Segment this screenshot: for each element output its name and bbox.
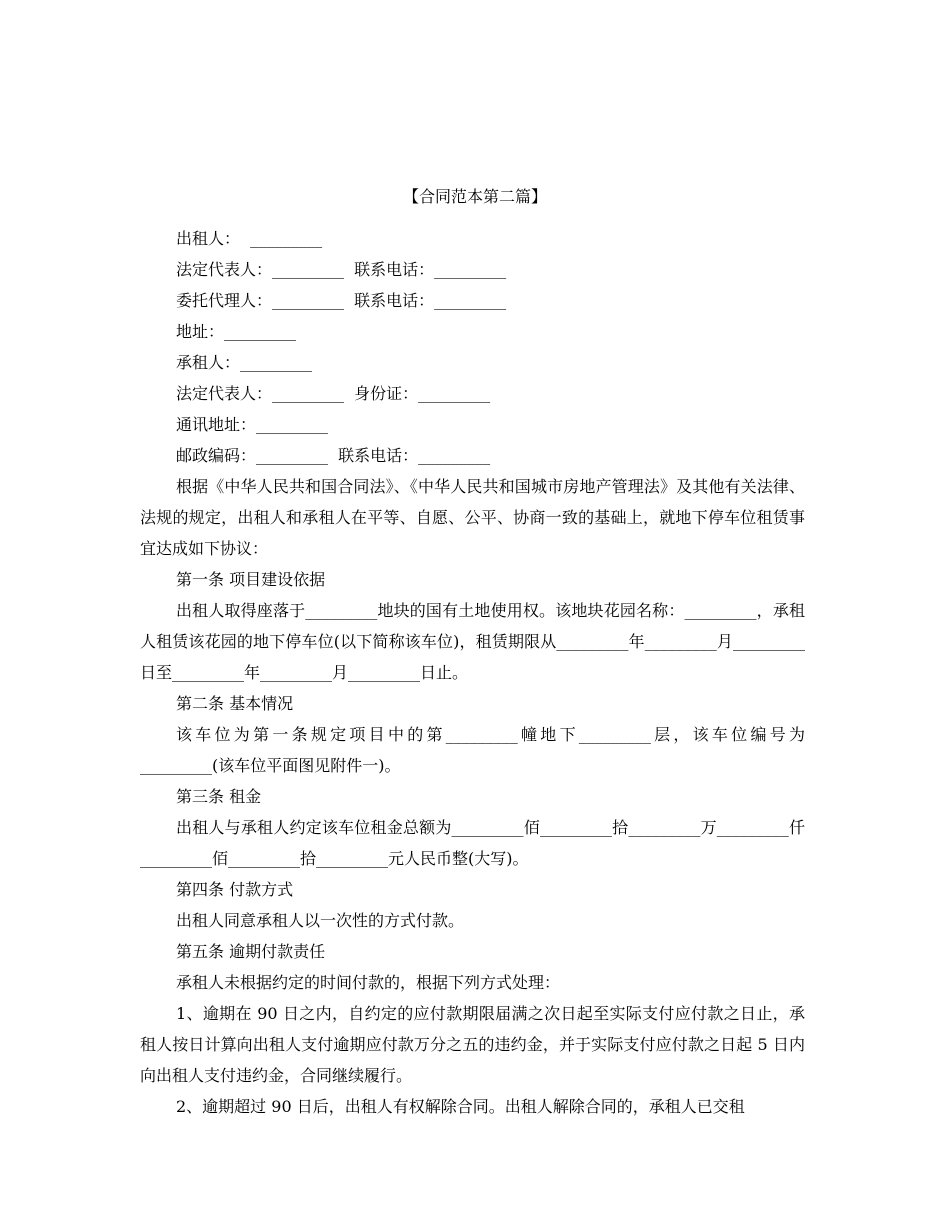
- article-3-heading: 第三条 租金: [176, 787, 262, 806]
- lessor-agent-field: 委托代理人：_________ 联系电话：_________: [176, 291, 507, 310]
- article-5-heading: 第五条 逾期付款责任: [176, 942, 326, 961]
- article-4-body: 出租人同意承租人以一次性的方式付款。: [176, 911, 465, 930]
- clause-1: 1、逾期在 90 日之内，自约定的应付款期限届满之次日起至实际支付应付款之日止，承租人按日计算向出租人支付逾期应付款万分之五的违约金，并于实际支付应付款之日起 5 日内向出租人支付违约金，合同继续履行。: [140, 1004, 805, 1085]
- intro-paragraph: 根据《中华人民共和国合同法》、《中华人民共和国城市房地产管理法》及其他有关法律、法规的规定，出租人和承租人在平等、自愿、公平、协商一致的基础上，就地下停车位租赁事宜达成如下协议：: [140, 477, 805, 558]
- clause-2: 2、逾期超过 90 日后，出租人有权解除合同。出租人解除合同的，承租人已交租: [176, 1097, 745, 1116]
- lessor-address-field: 地址：_________: [176, 322, 297, 341]
- document-title: 【合同范本第二篇】: [402, 187, 547, 206]
- article-3-body: 出租人与承租人约定该车位租金总额为_________佰_________拾_________万_________仟_________佰_________拾_________元人民币整(大写)。: [140, 818, 805, 868]
- article-1-heading: 第一条 项目建设依据: [176, 570, 326, 589]
- article-2-heading: 第二条 基本情况: [176, 694, 294, 713]
- lessor-legal-rep-field: 法定代表人：_________ 联系电话：_________: [176, 260, 507, 279]
- article-2-body: 该车位为第一条规定项目中的第_________幢地下_________层，该车位编号为_________(该车位平面图见附件一)。: [140, 725, 805, 775]
- lessor-field: 出租人： _________: [176, 229, 323, 248]
- lessee-address-field: 通讯地址：_________: [176, 415, 329, 434]
- lessee-legal-rep-field: 法定代表人：_________ 身份证：_________: [176, 384, 491, 403]
- article-5-body: 承租人未根据约定的时间付款的，根据下列方式处理：: [176, 973, 561, 992]
- article-4-heading: 第四条 付款方式: [176, 880, 294, 899]
- contract-body: [140, 223, 805, 1122]
- article-1-body: 出租人取得座落于_________地块的国有土地使用权。该地块花园名称：_________，承租人租赁该花园的地下停车位(以下简称该车位)，租赁期限从_________年_________月_________日至_________年_________月_________日止。: [140, 601, 805, 682]
- lessee-field: 承租人：_________: [176, 353, 313, 372]
- lessee-postcode-field: 邮政编码：_________ 联系电话：_________: [176, 446, 491, 465]
